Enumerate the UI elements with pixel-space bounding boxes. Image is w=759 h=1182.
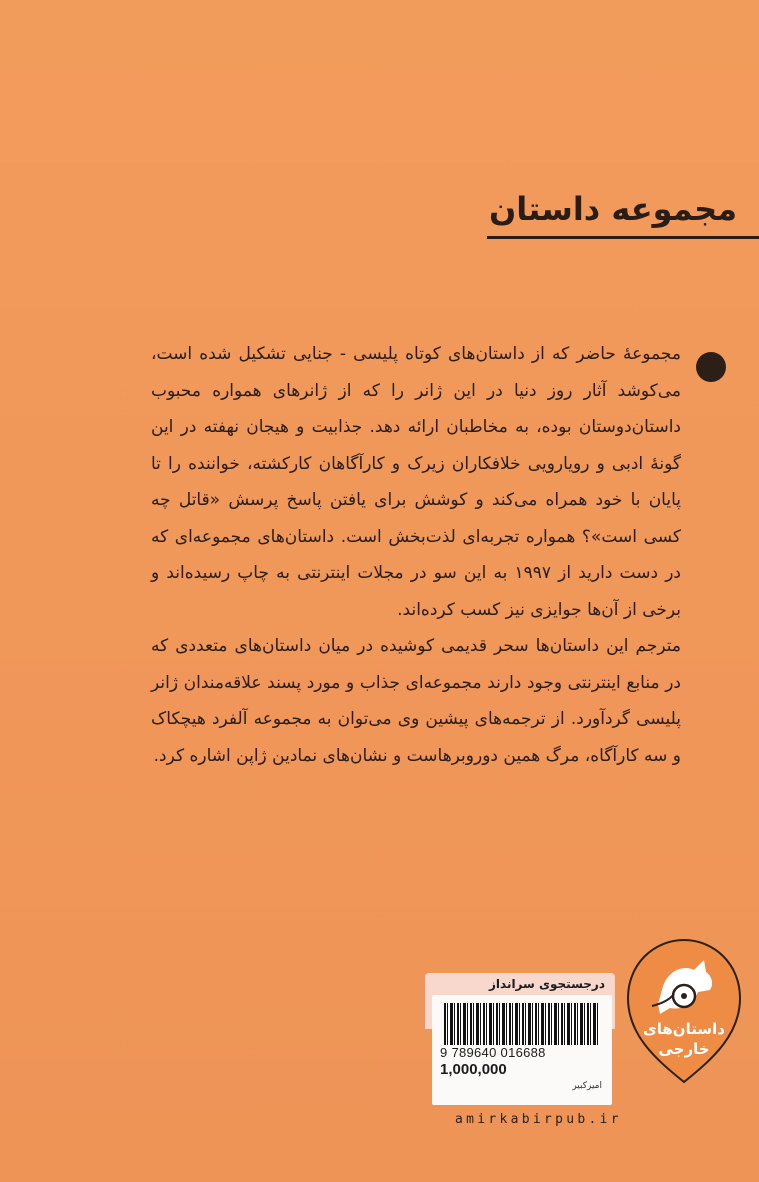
heading-underline bbox=[487, 236, 759, 239]
synopsis-text bbox=[151, 336, 681, 774]
logo-title-line1: داستان‌های bbox=[643, 1020, 725, 1038]
publisher-website: amirkabirpub.ir bbox=[455, 1112, 622, 1127]
price-value: 1,000,000 bbox=[440, 1061, 507, 1078]
collection-heading: مجموعه داستان bbox=[488, 190, 737, 228]
series-logo bbox=[622, 936, 746, 1086]
isbn-label bbox=[432, 995, 612, 1105]
synopsis-paragraph: مجموعهٔ حاضر که از داستان‌های کوتاه پلیسی - جنایی تشکیل شده است، می‌کوشد آثار روز دنیا در این ژانر را که از ژانرهای همواره محبوب داستان‌دوستان بوده، به مخاطبان ارائه دهد. جذابیت و هیجان نهفته در این گونهٔ ادبی و رویارویی خلافکاران زیرک و کارآگاهان کارکشته، خواننده را تا پایان با خود همراه می‌کند و کوشش برای یافتن پاسخ پرسش «قاتل چه کسی است»؟ همواره تجربه‌ای لذت‌بخش است. داستان‌های مجموعه‌ای که در دست دارید از ۱۹۹۷ به این سو در مجلات اینترنتی به چاپ رسیده‌اند و برخی از آن‌ها جوایزی نیز کسب کرده‌اند. bbox=[151, 344, 681, 620]
horse-emblem-icon bbox=[622, 936, 746, 1086]
logo-title-line2: خارجی bbox=[658, 1040, 710, 1058]
isbn-number: 9 789640 016688 bbox=[440, 1045, 546, 1060]
barcode-icon bbox=[444, 1003, 600, 1045]
publisher-name: امیرکبیر bbox=[572, 1081, 602, 1091]
translator-paragraph: مترجم این داستان‌ها سحر قدیمی کوشیده در میان داستان‌های متعددی که در منابع اینترنتی وجود دارند مجموعه‌ای جذاب و مورد پسند علاقه‌مندان ژانر پلیسی گردآورد. از ترجمه‌های پیشین وی می‌توان به مجموعه آلفرد هیچکاک و سه کارآگاه، مرگ همین دوروبرهاست و نشان‌های نمادین ژاپن اشاره کرد. bbox=[151, 636, 681, 766]
bullet-dot-icon bbox=[696, 352, 726, 382]
sticker-title: درجستجوی سرانداز bbox=[488, 977, 605, 991]
